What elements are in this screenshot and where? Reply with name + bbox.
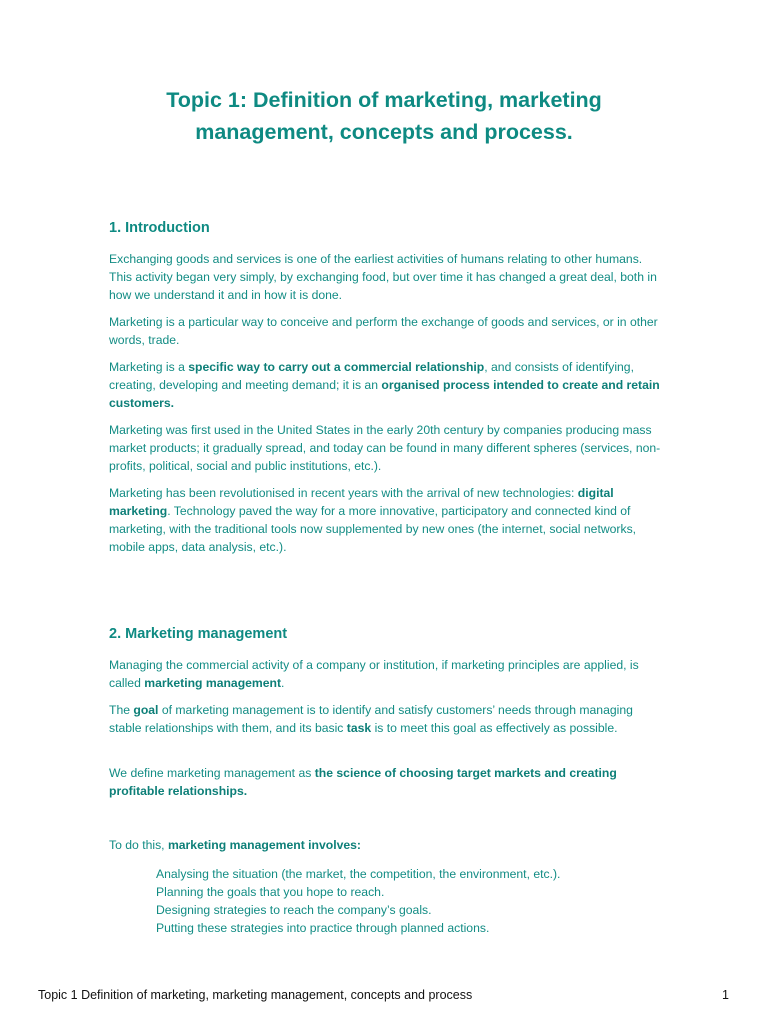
text-run: of marketing management is to identify and satisfy customers’ needs through managing stable relationships with them, and its basic [109,703,633,735]
footer-text: Topic 1 Definition of marketing, marketing management, concepts and process [38,988,473,1002]
emphasis: task [346,721,372,735]
section-heading-introduction: 1. Introduction [109,220,210,236]
list-item: Designing strategies to reach the company’s goals. [156,903,432,917]
text-run: . Technology paved the way for a more innovative, participatory and connected kind of marketing, with the traditional tools now supplemented by new ones (the internet, social networks, mobile apps, data analysis, etc.). [109,504,637,554]
mm-paragraph-1 [109,656,661,692]
emphasis: specific way to carry out a commercial relationship [188,360,485,374]
list-item: Analysing the situation (the market, the competition, the environment, etc.). [156,867,561,881]
title-line-1: Topic 1: Definition of marketing, marketing [166,88,602,112]
text-run: The [109,703,134,717]
emphasis: marketing management [144,676,282,690]
intro-paragraph-2: Marketing is a particular way to conceive and perform the exchange of goods and services, or in other words, trade. [109,315,658,347]
page-title [0,84,768,148]
intro-paragraph-4: Marketing was first used in the United States in the early 20th century by companies producing mass market products; it gradually spread, and today can be found in many different spheres (services, non-profits, political, social and public institutions, etc.). [109,423,661,473]
page-footer [0,983,768,1013]
intro-paragraph-3 [109,358,661,412]
intro-paragraph-1: Exchanging goods and services is one of the earliest activities of humans relating to other humans. This activity began very simply, by exchanging food, but over time it has changed a great deal, both in how we understand it and in how it is done. [109,252,657,302]
title-line-2: management, concepts and process. [195,120,573,144]
emphasis: marketing management involves: [167,838,361,852]
page-number: 1 [722,988,729,1002]
text-run: , and consists of identifying, creating, developing and meeting demand; it is an [109,360,634,392]
list-item: Planning the goals that you hope to reach. [156,885,385,899]
mm-paragraph-2 [109,701,661,737]
emphasis: goal [133,703,159,717]
section-heading-marketing-management: 2. Marketing management [109,626,288,642]
emphasis: organised process intended to create and retain customers. [109,378,660,410]
emphasis: digital marketing [109,486,614,518]
text-run: We define marketing management as [109,766,315,780]
mm-paragraph-4 [109,836,661,854]
text-run: To do this, [109,838,168,852]
intro-paragraph-5 [109,484,661,556]
mm-paragraph-3 [109,764,661,800]
text-run: is to meet this goal as effectively as possible. [371,721,618,735]
emphasis: the science of choosing target markets and creating profitable relationships. [109,766,617,798]
text-run: Marketing has been revolutionised in recent years with the arrival of new technologies: [109,486,578,500]
text-run: . [281,676,285,690]
list-item: Putting these strategies into practice through planned actions. [156,921,490,935]
text-run: Managing the commercial activity of a company or institution, if marketing principles are applied, is called [109,658,639,690]
text-run: Marketing is a [109,360,189,374]
marketing-management-list [156,865,560,937]
